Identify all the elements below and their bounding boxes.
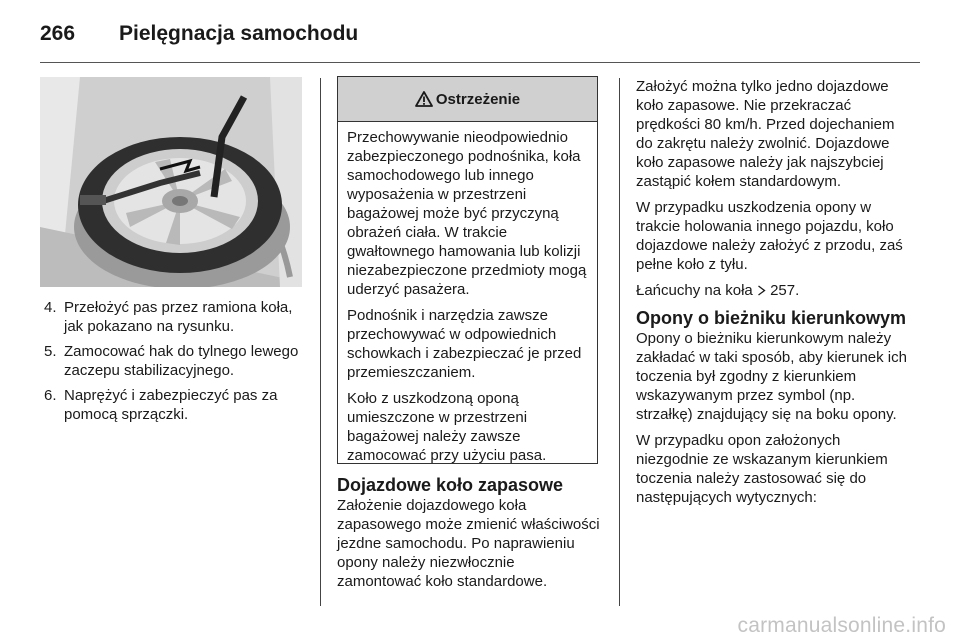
warning-body: [338, 122, 597, 465]
cross-reference-link[interactable]: 257.: [770, 282, 800, 299]
running-title: Pielęgnacja samochodu: [119, 22, 359, 45]
warning-header: [338, 77, 597, 122]
cross-reference-label: Łańcuchy na koła: [636, 282, 753, 299]
spare-wheel-strap-illustration: [40, 77, 302, 287]
section-heading: Dojazdowe koło zapasowe: [337, 475, 564, 495]
step-text: Zamocować hak do tylnego lewego zaczepu stabilizacyjnego.: [64, 343, 299, 379]
warning-paragraph: Przechowywanie nieodpowiednio zabezpieczonego podnośnika, koła samochodowego lub innego wyposażenia w przestrzeni bagażowej może być przyczyną obrażeń ciała. W trakcie gwałtownego hamowania lub kolizji niezabezpieczone przedmioty mogą uderzyć pasażera.: [347, 129, 587, 298]
cross-reference-paragraph: [636, 281, 908, 300]
header-rule: [40, 62, 920, 63]
paragraph: W przypadku uszkodzenia opony w trakcie holowania innego pojazdu, koło dojazdowe należy założyć z przodu, zaś pełne koło z tyłu.: [636, 199, 903, 273]
list-item: [40, 342, 310, 380]
compact-spare-section: [337, 474, 602, 598]
warning-box: [337, 76, 598, 464]
paragraph: Założyć można tylko jedno dojazdowe koło zapasowe. Nie przekraczać prędkości 80 km/h. Przed dojechaniem do zakrętu należy zwolnić. Dojazdowe koło zapasowe należy jak najszybciej zastąpić kołem standardowym.: [636, 78, 895, 190]
step-number: 5.: [44, 343, 57, 360]
page-header: [40, 16, 920, 62]
right-column: [636, 77, 908, 514]
step-number: 6.: [44, 387, 57, 404]
warning-paragraph: Koło z uszkodzoną oponą umieszczone w przestrzeni bagażowej należy zawsze zamocować przy użyciu pasa.: [347, 390, 547, 464]
instruction-steps: [40, 298, 310, 430]
paragraph: W przypadku opon założonych niezgodnie ze wskazanym kierunkiem toczenia należy zastosować się do następujących wytycznych:: [636, 432, 888, 506]
section-text: Założenie dojazdowego koła zapasowego może zmienić właściwości jezdne samochodu. Po naprawieniu opony należy niezwłocznie zamontować koło standardowe.: [337, 497, 600, 590]
paragraph: Opony o bieżniku kierunkowym należy zakładać w taki sposób, aby kierunek ich toczenia był zgodny z kierunkiem wskazywanym przez symbol (np. strzałkę) znajdujący się na boku opony.: [636, 330, 907, 423]
step-text: Przełożyć pas przez ramiona koła, jak pokazano na rysunku.: [64, 299, 293, 335]
column-divider-left: [320, 78, 321, 606]
warning-paragraph: Podnośnik i narzędzia zawsze przechowywać w odpowiednich schowkach i zabezpieczać je przed przemieszczaniem.: [347, 307, 582, 381]
column-divider-right: [619, 78, 620, 606]
list-item: [40, 386, 310, 424]
spare-wheel-illustration-svg: [40, 77, 302, 287]
cross-reference-arrow-icon: [757, 285, 766, 296]
warning-triangle-icon: [415, 91, 433, 107]
page-number: 266: [40, 22, 76, 45]
warning-title: Ostrzeżenie: [435, 90, 521, 108]
step-number: 4.: [44, 299, 57, 316]
section-heading: Opony o bieżniku kierunkowym: [636, 308, 907, 328]
watermark: carmanualsonline.info: [737, 614, 946, 637]
list-item: [40, 298, 310, 336]
step-text: Naprężyć i zabezpieczyć pas za pomocą sprzączki.: [64, 387, 278, 423]
